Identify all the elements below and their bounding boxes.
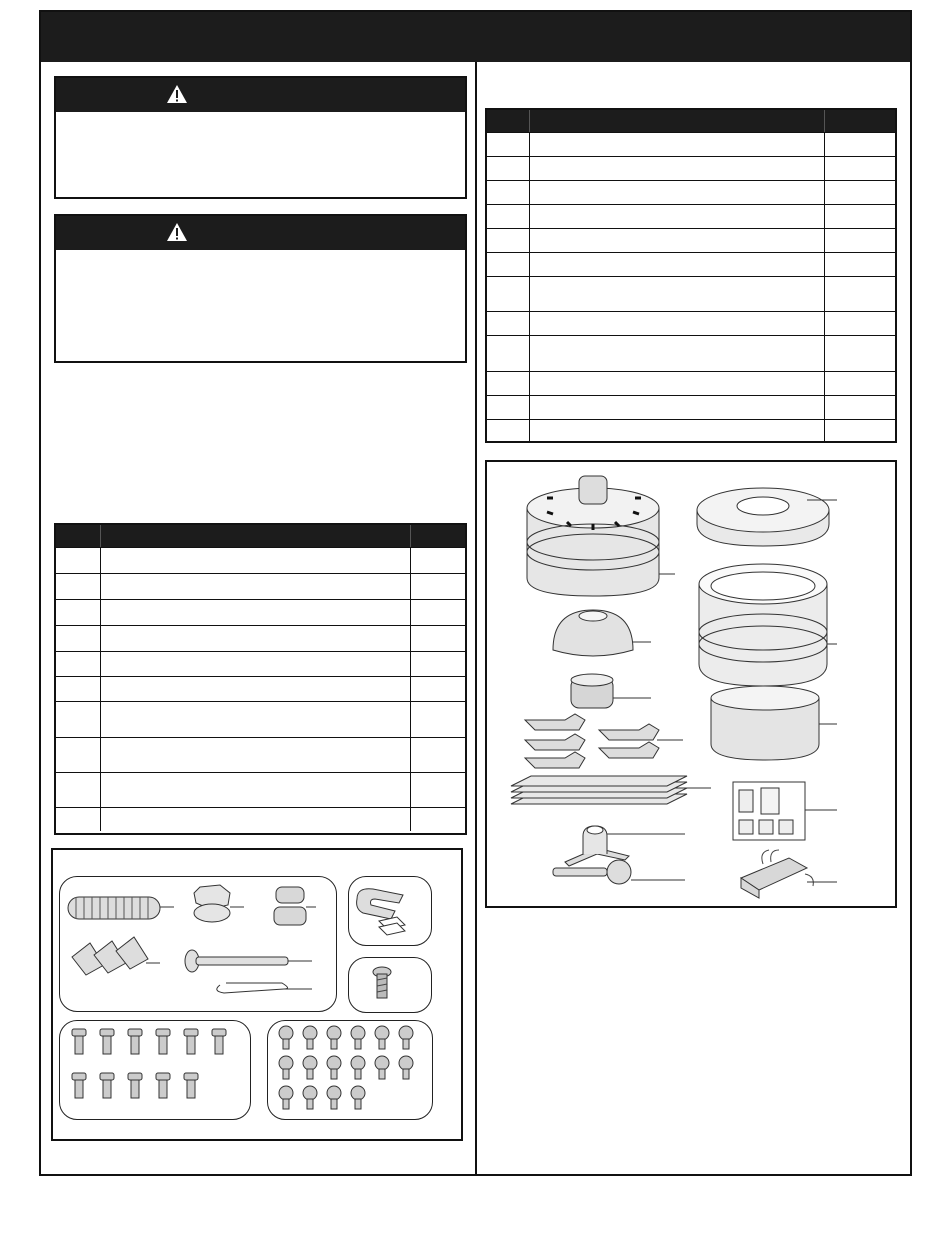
table-row xyxy=(56,625,465,651)
wire-nut-coil-icon xyxy=(68,897,160,919)
blade-arm-icon xyxy=(525,714,659,768)
table-row xyxy=(487,228,895,252)
downrod-icon xyxy=(553,860,631,884)
table-row xyxy=(56,701,465,737)
table-row xyxy=(56,676,465,701)
warning-triangle-icon xyxy=(166,84,188,104)
lock-washer-icon xyxy=(194,885,230,922)
light-housing-icon xyxy=(711,686,819,760)
blade-screw-icon xyxy=(60,1021,250,1119)
screw-icon xyxy=(349,958,431,1012)
table-row xyxy=(487,371,895,395)
clevis-pin-icon xyxy=(185,950,288,972)
nut-icon xyxy=(274,887,306,925)
table-row xyxy=(487,335,895,371)
table-row xyxy=(56,599,465,625)
parts-table xyxy=(485,108,897,443)
warning-header-1 xyxy=(56,78,465,112)
light-adapter-icon xyxy=(571,674,613,708)
balancing-kit-group xyxy=(348,876,432,946)
warning-header-2 xyxy=(56,216,465,250)
table-row xyxy=(487,276,895,311)
table-row xyxy=(56,651,465,676)
table-row xyxy=(56,737,465,772)
table-row xyxy=(487,395,895,419)
table-row xyxy=(487,132,895,156)
warning-triangle-icon xyxy=(166,222,188,242)
hardware-table xyxy=(54,523,467,835)
table-row xyxy=(487,419,895,441)
table-row xyxy=(56,772,465,807)
header-bar xyxy=(41,12,910,62)
wire-connector-icon xyxy=(72,937,148,975)
column-divider xyxy=(475,62,477,1176)
hardware-group-main xyxy=(59,876,337,1012)
wall-control-icon xyxy=(733,782,805,840)
parts-illustration-box xyxy=(485,460,897,908)
hardware-illustration-box xyxy=(51,848,463,1141)
table-header xyxy=(487,110,895,132)
table-row xyxy=(487,311,895,335)
table-row xyxy=(487,180,895,204)
table-row xyxy=(487,204,895,228)
mounting-screws-group xyxy=(267,1020,433,1120)
balancing-kit-icon xyxy=(349,877,431,945)
table-row xyxy=(487,252,895,276)
warning-box-2 xyxy=(54,214,467,363)
table-row xyxy=(56,547,465,573)
canopy-ring-icon xyxy=(697,488,829,546)
motor-assembly-icon xyxy=(527,476,659,596)
mounting-screw-icon xyxy=(268,1021,432,1119)
table-row xyxy=(56,573,465,599)
housing-ring-icon xyxy=(699,564,827,686)
receiver-icon xyxy=(741,850,813,898)
blade-screws-group xyxy=(59,1020,251,1120)
blade-icon xyxy=(511,776,687,804)
warning-box-1 xyxy=(54,76,467,199)
screw-group xyxy=(348,957,432,1013)
switch-housing-icon xyxy=(553,610,633,656)
table-header xyxy=(56,525,465,547)
hairpin-clip-icon xyxy=(217,983,288,993)
table-row xyxy=(487,156,895,180)
table-row xyxy=(56,807,465,831)
